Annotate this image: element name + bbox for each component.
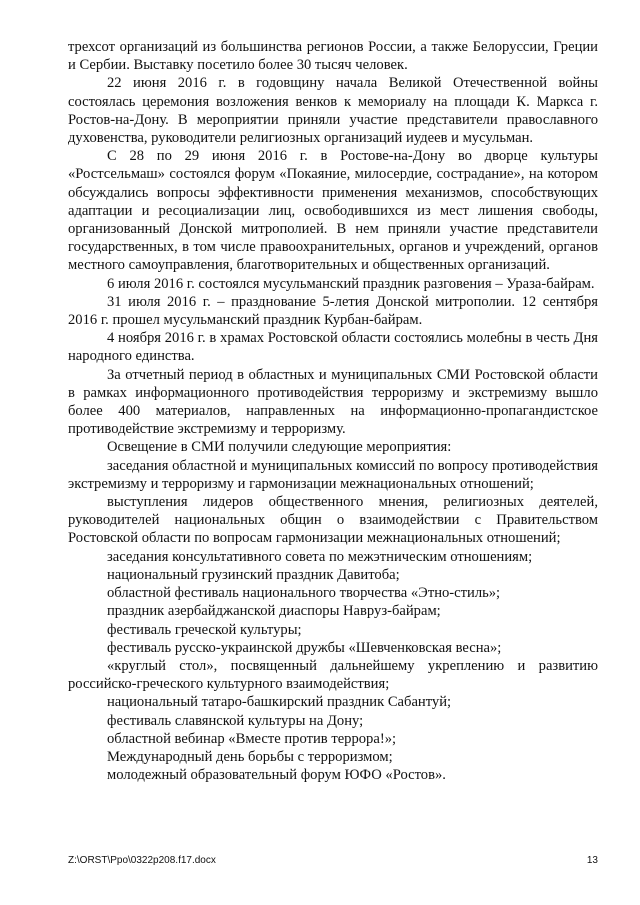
paragraph: Освещение в СМИ получили следующие мероприятия: bbox=[107, 439, 452, 456]
list-item: выступления лидеров общественного мнения, религиозных деятелей, руководителей национальных общин о взаимодействии с Правительством Ростовской области по вопросам гармонизации межнациональных отношений; bbox=[68, 494, 598, 547]
footer-file-path: Z:\ORST\Ppo\0322p208.f17.docx bbox=[68, 855, 216, 866]
list-item: заседания консультативного совета по межэтническим отношениям; bbox=[107, 548, 533, 565]
page-number: 13 bbox=[586, 855, 598, 866]
list-item: заседания областной и муниципальных комиссий по вопросу противодействия экстремизму и терроризму и гармонизации межнациональных отношений; bbox=[68, 457, 598, 492]
paragraph: 31 июля 2016 г. – празднование 5-летия Донской митрополии. 12 сентября 2016 г. прошел мусульманский праздник Курбан-байрам. bbox=[68, 293, 598, 329]
list-item: национальный грузинский праздник Давитоба; bbox=[107, 566, 400, 583]
paragraph: трехсот организаций из большинства регионов России, а также Белоруссии, Греции и Сербии. Выставку посетило более 30 тысяч человек. bbox=[68, 39, 598, 74]
list-item: областной фестиваль национального творчества «Этно-стиль»; bbox=[107, 585, 501, 602]
list-item: национальный татаро-башкирский праздник Сабантуй; bbox=[107, 694, 452, 711]
list-item: «круглый стол», посвященный дальнейшему укреплению и развитию российско-греческого культурного взаимодействия; bbox=[68, 657, 598, 693]
list-item: фестиваль русско-украинской дружбы «Шевченковская весна»; bbox=[107, 639, 502, 656]
paragraph: С 28 по 29 июня 2016 г. в Ростове-на-Дону во дворце культуры «Ростсельмаш» состоялся форум «Покаяние, милосердие, сострадание», на котором обсуждались вопросы эффективности применения механизмов, способствующих адаптации и ресоциализации лиц, освободившихся из мест лишения свободы, организованный Донской митрополией. В нем приняли участие представители государственных, в том числе правоохранительных, органов и учреждений, органов местного самоуправления, благотворительных и общественных организаций. bbox=[68, 148, 598, 274]
document-body bbox=[68, 38, 598, 784]
paragraph: 4 ноября 2016 г. в храмах Ростовской области состоялись молебны в честь Дня народного единства. bbox=[68, 330, 598, 365]
paragraph: 22 июня 2016 г. в годовщину начала Великой Отечественной войны состоялась церемония возложения венков к мемориалу на площади К. Маркса г. Ростов-на-Дону. В мероприятии приняли участие представители православного духовенства, руководители религиозных организаций иудеев и мусульман. bbox=[68, 75, 598, 147]
list-item: Международный день борьбы с терроризмом; bbox=[107, 748, 393, 765]
paragraph: За отчетный период в областных и муниципальных СМИ Ростовской области в рамках информационного противодействия терроризму и экстремизму вышло более 400 материалов, направленных на информационно-пропагандистское противодействие экстремизму и терроризму. bbox=[68, 366, 598, 438]
list-item: областной вебинар «Вместе против террора!»; bbox=[107, 730, 397, 747]
list-item: праздник азербайджанской диаспоры Навруз-байрам; bbox=[107, 603, 441, 620]
list-item: фестиваль славянской культуры на Дону; bbox=[107, 712, 364, 729]
list-item: фестиваль греческой культуры; bbox=[107, 621, 302, 638]
paragraph: 6 июля 2016 г. состоялся мусульманский праздник разговения – Ураза-байрам. bbox=[107, 275, 595, 292]
list-item: молодежный образовательный форум ЮФО «Ростов». bbox=[107, 767, 446, 784]
